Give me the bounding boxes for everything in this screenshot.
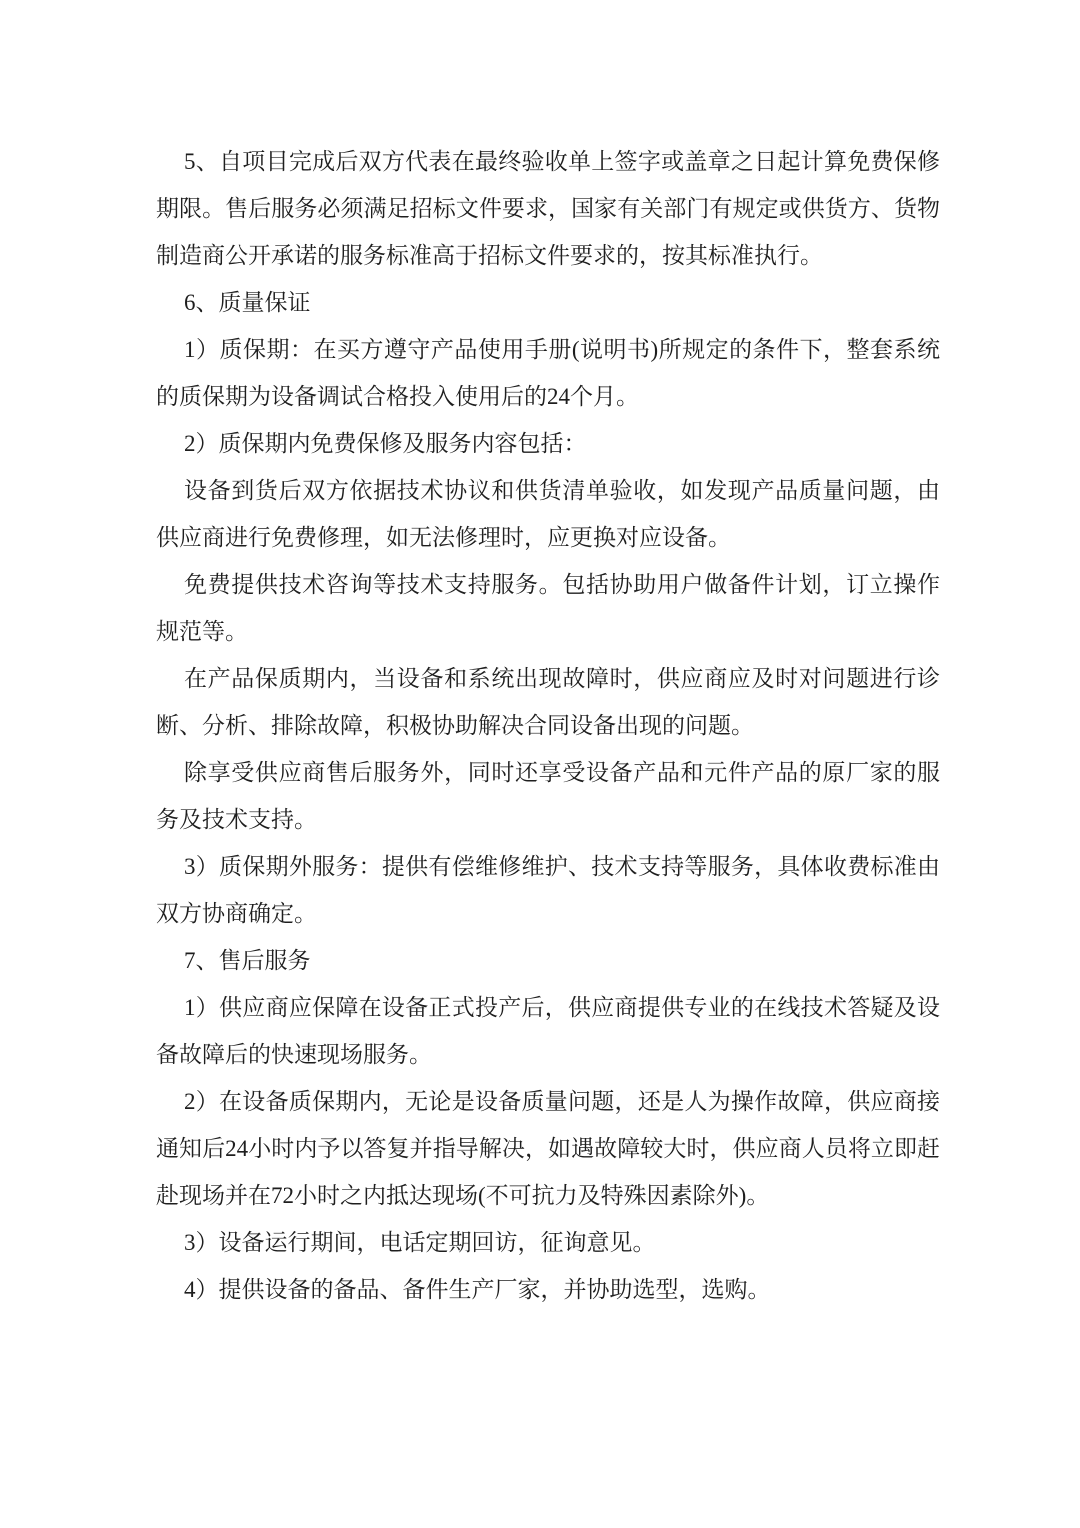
paragraph-phone-followup: 3）设备运行期间，电话定期回访，征询意见。 — [184, 1230, 656, 1255]
paragraph-free-warranty-intro: 2）质保期内免费保修及服务内容包括： — [184, 431, 587, 456]
paragraph-warranty-period-start: 5、自项目完成后双方代表在最终验收单上签字或盖章之日起计算免费保修期限。售后服务必须满足招标文件要求，国家有关部门有规定或供货方、货物制造商公开承诺的服务标准高于招标文件要求的，按其标准执行。 — [156, 149, 940, 268]
paragraph-heading-after-sales-service: 7、售后服务 — [184, 948, 311, 973]
paragraph-out-of-warranty-service: 3）质保期外服务：提供有偿维修维护、技术支持等服务，具体收费标准由双方协商确定。 — [156, 854, 940, 926]
paragraph-heading-quality-assurance: 6、质量保证 — [184, 290, 311, 315]
paragraph-online-support: 1）供应商应保障在设备正式投产后，供应商提供专业的在线技术答疑及设备故障后的快速现场服务。 — [156, 995, 940, 1067]
paragraph-warranty-term: 1）质保期：在买方遵守产品使用手册(说明书)所规定的条件下，整套系统的质保期为设备调试合格投入使用后的24个月。 — [156, 337, 940, 409]
paragraph-spare-parts: 4）提供设备的备品、备件生产厂家，并协助选型，选购。 — [184, 1277, 771, 1302]
paragraph-acceptance-repair: 设备到货后双方依据技术协议和供货清单验收，如发现产品质量问题，由供应商进行免费修理，如无法修理时，应更换对应设备。 — [156, 478, 940, 550]
paragraph-fault-diagnosis: 在产品保质期内，当设备和系统出现故障时，供应商应及时对问题进行诊断、分析、排除故障，积极协助解决合同设备出现的问题。 — [156, 666, 940, 738]
paragraph-oem-support: 除享受供应商售后服务外，同时还享受设备产品和元件产品的原厂家的服务及技术支持。 — [156, 760, 940, 832]
paragraph-free-tech-support: 免费提供技术咨询等技术支持服务。包括协助用户做备件计划，订立操作规范等。 — [156, 572, 940, 644]
document-body — [156, 138, 940, 1313]
paragraph-response-time: 2）在设备质保期内，无论是设备质量问题，还是人为操作故障，供应商接通知后24小时内予以答复并指导解决，如遇故障较大时，供应商人员将立即赶赴现场并在72小时之内抵达现场(不可抗力及特殊因素除外)。 — [156, 1089, 940, 1208]
